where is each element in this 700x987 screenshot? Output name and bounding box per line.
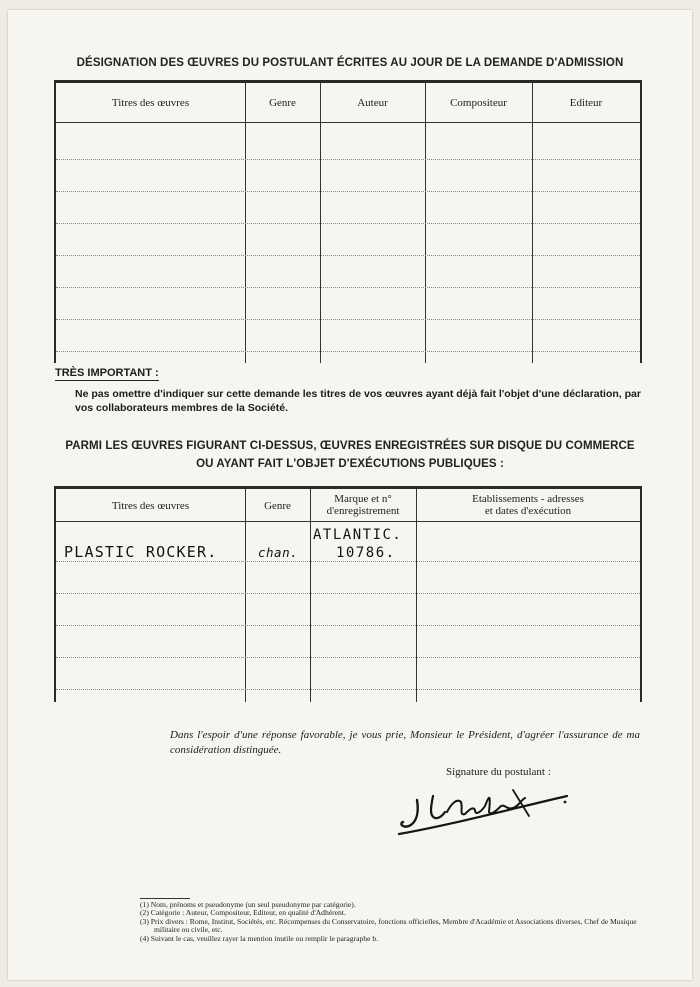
important-text: Ne pas omettre d'indiquer sur cette demande les titres de vos œuvres ayant déjà fait l'objet d'une déclaration, par vos collaborateurs membres de la Société. — [75, 388, 641, 414]
footnote-2: (2) Catégorie : Auteur, Compositeur, Editeur, en qualité d'Adhérent. — [140, 908, 346, 918]
footnote-rule — [140, 898, 190, 899]
col-header-genre: Genre — [264, 500, 291, 512]
entry-genre: chan. — [258, 545, 299, 560]
col-header-etablissements — [416, 493, 640, 517]
entry-label: ATLANTIC. — [313, 527, 403, 543]
col-header-titles: Titres des œuvres — [111, 500, 190, 512]
footnote-1: (1) Nom, prénoms et pseudonyme (un seul pseudonyme par catégorie). — [140, 900, 356, 909]
col-header-genre: Genre — [269, 97, 296, 109]
col-header-editeur: Editeur — [569, 97, 603, 109]
entry-number: 10786. — [336, 545, 396, 561]
footnote-4: (4) Suivant le cas, veuillez rayer la mention inutile ou remplir le paragraphe b. — [140, 933, 379, 943]
section2-title-line1: PARMI LES ŒUVRES FIGURANT CI-DESSUS, ŒUVRES ENREGISTRÉES SUR DISQUE DU COMMERCE — [65, 440, 635, 452]
section2-title-line2: OU AYANT FAIT L'OBJET D'EXÉCUTIONS PUBLIQUES : — [196, 458, 504, 470]
col-header-compositeur: Compositeur — [450, 97, 507, 109]
col-header-marque-line1: Marque et n° — [334, 493, 392, 505]
signature-label: Signature du postulant : — [446, 766, 551, 778]
closing-text: Dans l'espoir d'une réponse favorable, je vous prie, Monsieur le Président, d'agréer l'assurance de ma considération distinguée. — [170, 729, 640, 756]
section1-title: DÉSIGNATION DES ŒUVRES DU POSTULANT ÉCRITES AU JOUR DE LA DEMANDE D'ADMISSION — [76, 57, 624, 69]
recordings-table — [54, 486, 642, 702]
col-header-marque — [310, 493, 416, 517]
important-label: TRÈS IMPORTANT : — [55, 367, 159, 379]
footnote-3: (3) Prix divers : Rome, Institut, Sociétés, etc. Récompenses du Conservatoire, fonctions officielles, Membre d'Académie et Associations diverses, Chef de Musique militaire ou civile, etc. — [140, 916, 637, 935]
works-table — [54, 80, 642, 363]
col-header-titles: Titres des œuvres — [111, 97, 190, 109]
col-header-auteur: Auteur — [357, 97, 388, 109]
col-header-marque-line2: d'enregistrement — [326, 505, 400, 517]
col-header-etab-line1: Etablissements - adresses — [472, 493, 584, 505]
footnotes — [140, 898, 650, 943]
col-header-etab-line2: et dates d'exécution — [484, 505, 572, 517]
handwritten-signature — [395, 782, 575, 842]
entry-title: PLASTIC ROCKER. — [64, 543, 218, 561]
